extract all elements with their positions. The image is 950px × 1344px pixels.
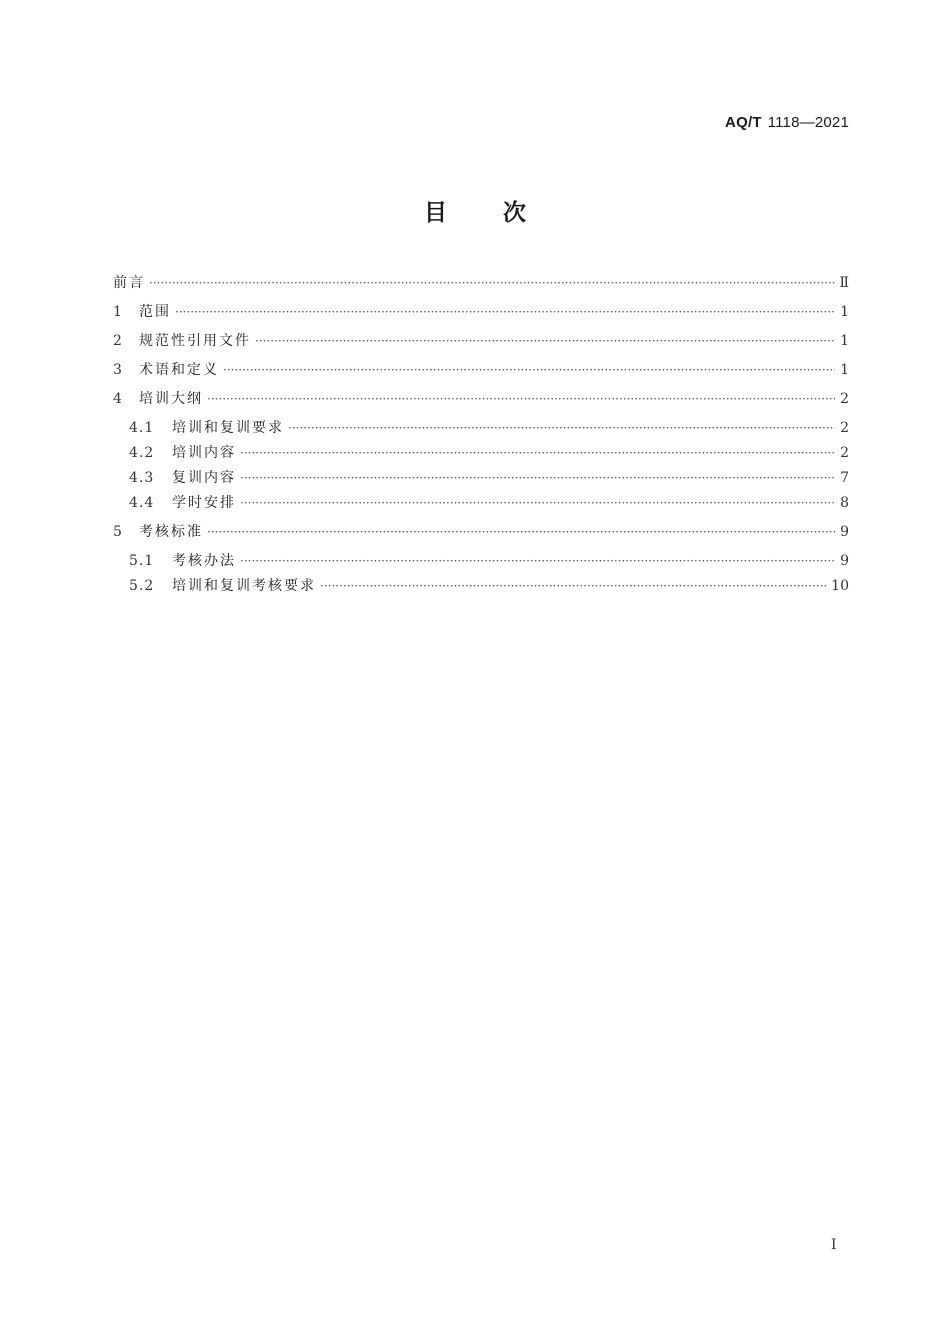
toc-entry-4-1[interactable] [113,418,849,438]
toc-leader-dots [240,493,835,513]
toc-leader-dots [207,522,835,542]
toc-entry-page: 10 [831,578,849,594]
toc-entry-number: 4 [113,391,122,407]
toc-entry-label: 培训和复训要求 [172,420,284,436]
toc-leader-dots [207,389,835,409]
toc-entry-page: 9 [840,553,849,569]
toc-entry-2[interactable] [113,331,849,351]
toc-entry-label: 培训内容 [172,445,236,461]
toc-leader-dots [288,418,835,438]
toc-entry-page: 2 [840,420,849,436]
toc-entry-label: 培训大纲 [139,391,203,407]
toc-leader-dots [223,360,835,380]
toc-entry-label: 培训和复训考核要求 [172,578,316,594]
toc-entry-label: 术语和定义 [139,362,219,378]
toc-leader-dots [255,331,835,351]
toc-entry-number: 4.2 [129,445,155,461]
toc-entry-page: 1 [840,304,849,320]
toc-entry-foreword[interactable] [113,273,849,293]
toc-entry-page: 9 [840,524,849,540]
toc-entry-5-2[interactable] [113,576,849,596]
toc-entry-number: 5 [113,524,122,540]
toc-leader-dots [240,551,835,571]
toc-entry-number: 4.1 [129,420,155,436]
toc-entry-number: 2 [113,333,122,349]
page-number: Ⅰ [831,1237,837,1253]
toc-entry-number: 5.1 [129,553,155,569]
toc-entry-label: 复训内容 [172,470,236,486]
toc-entry-label: 范围 [139,304,171,320]
toc-entry-1[interactable] [113,302,849,322]
toc-entry-5[interactable] [113,522,849,542]
toc-entry-label: 考核办法 [172,553,236,569]
toc-leader-dots [175,302,835,322]
standard-code-number: 1118—2021 [767,114,849,131]
toc-entry-label: 前言 [113,275,145,291]
toc-entry-page: 7 [840,470,849,486]
toc-entry-4-3[interactable] [113,468,849,488]
toc-entry-number: 5.2 [129,578,155,594]
toc-entry-label: 考核标准 [139,524,203,540]
toc-entry-number: 4.4 [129,495,155,511]
toc-entry-page: 2 [840,445,849,461]
toc-leader-dots [320,576,827,596]
toc-entry-page: Ⅱ [839,275,849,291]
toc-entry-4-4[interactable] [113,493,849,513]
standard-code [725,114,849,131]
toc-entry-4-2[interactable] [113,443,849,463]
toc-entry-number: 3 [113,362,122,378]
toc-entry-5-1[interactable] [113,551,849,571]
toc-leader-dots [240,468,835,488]
toc-entry-page: 2 [840,391,849,407]
toc-entry-number: 1 [113,304,122,320]
toc-leader-dots [240,443,835,463]
toc-entry-page: 1 [840,362,849,378]
toc-title-char-2: 次 [503,200,526,226]
toc-entry-page: 1 [840,333,849,349]
toc-entry-label: 规范性引用文件 [139,333,251,349]
toc-entry-number: 4.3 [129,470,155,486]
toc-leader-dots [149,273,835,293]
toc-entry-4[interactable] [113,389,849,409]
toc-title [0,194,950,227]
toc-title-char-1: 目 [424,200,447,226]
standard-code-prefix: AQ/T [725,114,762,131]
toc-entry-3[interactable] [113,360,849,380]
toc-list [113,273,849,596]
toc-entry-label: 学时安排 [172,495,236,511]
toc-entry-page: 8 [840,495,849,511]
